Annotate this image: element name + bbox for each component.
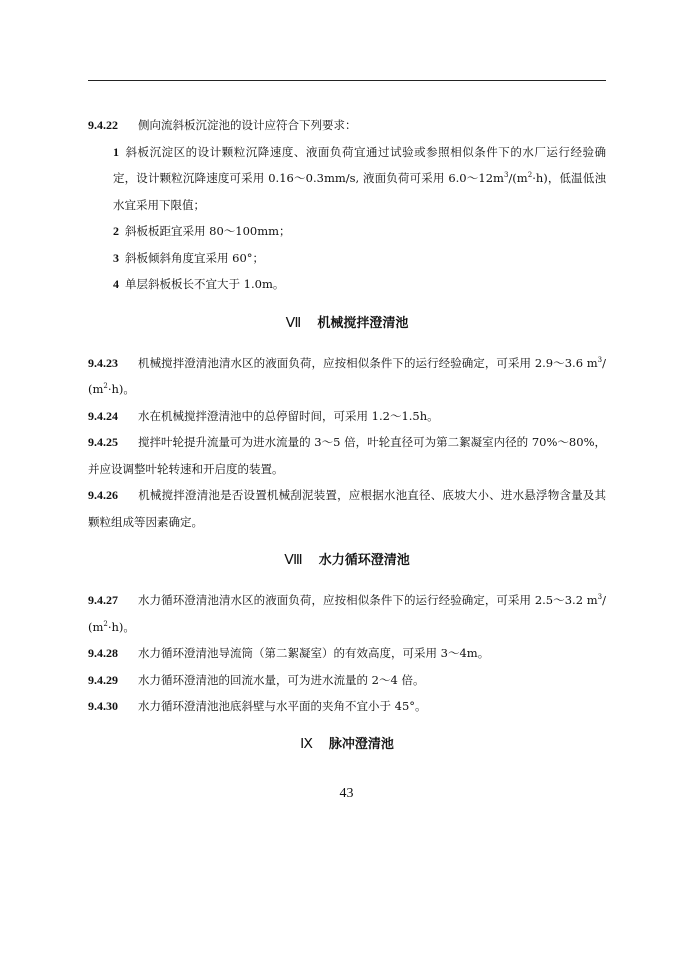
item-number: 3 <box>113 250 119 265</box>
superscript: 3 <box>597 355 603 364</box>
clause-9-4-23 <box>88 350 606 403</box>
item-text: ·h)，低温低浊水宜采用下限值； <box>113 171 606 212</box>
page-number: 43 <box>339 786 354 801</box>
clause-number: 9.4.22 <box>88 118 118 132</box>
section-numeral: Ⅸ <box>300 736 313 752</box>
superscript: 2 <box>103 619 108 628</box>
clause-number: 9.4.28 <box>88 646 118 660</box>
item-text: /(m <box>508 171 528 185</box>
clause-text: ·h)。 <box>107 619 135 634</box>
clause-number: 9.4.30 <box>88 699 118 713</box>
header-rule <box>88 80 606 81</box>
clause-text: 水力循环澄清池的回流水量，可为进水流量的 2～4 倍。 <box>138 672 425 687</box>
section-heading-viii <box>88 548 606 574</box>
clause-text: 水在机械搅拌澄清池中的总停留时间，可采用 1.2～1.5h。 <box>138 408 439 423</box>
section-title: 脉冲澄清池 <box>328 736 394 752</box>
superscript: 3 <box>597 593 603 601</box>
item-4 <box>88 271 606 298</box>
clause-text: /(m <box>88 593 606 634</box>
clause-number: 9.4.23 <box>88 355 118 370</box>
document-body <box>88 112 606 758</box>
item-number: 2 <box>113 224 119 238</box>
clause-9-4-28 <box>88 640 606 667</box>
clause-number: 9.4.27 <box>88 593 118 607</box>
clause-text: 水力循环澄清池导流筒（第二絮凝室）的有效高度，可采用 3～4m。 <box>138 646 490 660</box>
clause-text: 机械搅拌澄清池是否设置机械刮泥装置，应根据水池直径、底坡大小、进水悬浮物含量及其颗粒组成等因素确定。 <box>88 488 606 529</box>
item-text: 斜板板距宜采用 80～100mm； <box>125 224 291 238</box>
clause-text: /(m <box>88 355 606 396</box>
section-numeral: Ⅷ <box>284 553 303 568</box>
clause-text: 机械搅拌澄清池清水区的液面负荷，应按相似条件下的运行经验确定，可采用 2.9～3.6 m <box>138 355 598 370</box>
item-1 <box>88 139 606 219</box>
clause-text: 搅拌叶轮提升流量可为进水流量的 3～5 倍，叶轮直径可为第二絮凝室内径的 70%～80%，并应设调整叶轮转速和开启度的装置。 <box>88 435 606 476</box>
clause-number: 9.4.26 <box>88 488 118 502</box>
clause-text: 水力循环澄清池池底斜壁与水平面的夹角不宜小于 45°。 <box>138 699 427 713</box>
clause-9-4-26 <box>88 482 606 535</box>
clause-number: 9.4.24 <box>88 408 118 423</box>
section-title: 机械搅拌澄清池 <box>317 315 409 331</box>
item-text: 斜板沉淀区的设计颗粒沉降速度、液面负荷宜通过试验或参照相似条件下的水厂运行经验确定，设计颗粒沉降速度可采用 0.16～0.3mm/s, 液面负荷可采用 6.0～12m <box>113 144 606 185</box>
clause-9-4-24 <box>88 403 606 430</box>
clause-9-4-22 <box>88 112 606 139</box>
section-heading-vii <box>88 311 606 337</box>
item-2 <box>88 218 606 245</box>
section-numeral: Ⅶ <box>285 315 302 331</box>
section-heading-ix <box>88 732 606 758</box>
item-text: 单层斜板板长不宜大于 1.0m。 <box>125 277 285 291</box>
clause-number: 9.4.25 <box>88 435 118 449</box>
superscript: 2 <box>103 382 108 390</box>
section-title: 水力循环澄清池 <box>318 553 410 568</box>
clause-number: 9.4.29 <box>88 672 118 687</box>
item-number: 1 <box>113 144 119 159</box>
superscript: 3 <box>503 171 509 179</box>
superscript: 2 <box>527 171 533 179</box>
clause-text: ·h)。 <box>107 382 135 396</box>
clause-9-4-30 <box>88 693 606 720</box>
clause-9-4-29 <box>88 667 606 694</box>
item-number: 4 <box>113 277 119 291</box>
item-text: 斜板倾斜角度宜采用 60°； <box>125 250 265 265</box>
item-3 <box>88 245 606 272</box>
clause-text: 水力循环澄清池清水区的液面负荷，应按相似条件下的运行经验确定，可采用 2.5～3.2 m <box>138 593 598 607</box>
clause-text: 侧向流斜板沉淀池的设计应符合下列要求： <box>138 118 357 132</box>
clause-9-4-25 <box>88 429 606 482</box>
clause-9-4-27 <box>88 587 606 640</box>
